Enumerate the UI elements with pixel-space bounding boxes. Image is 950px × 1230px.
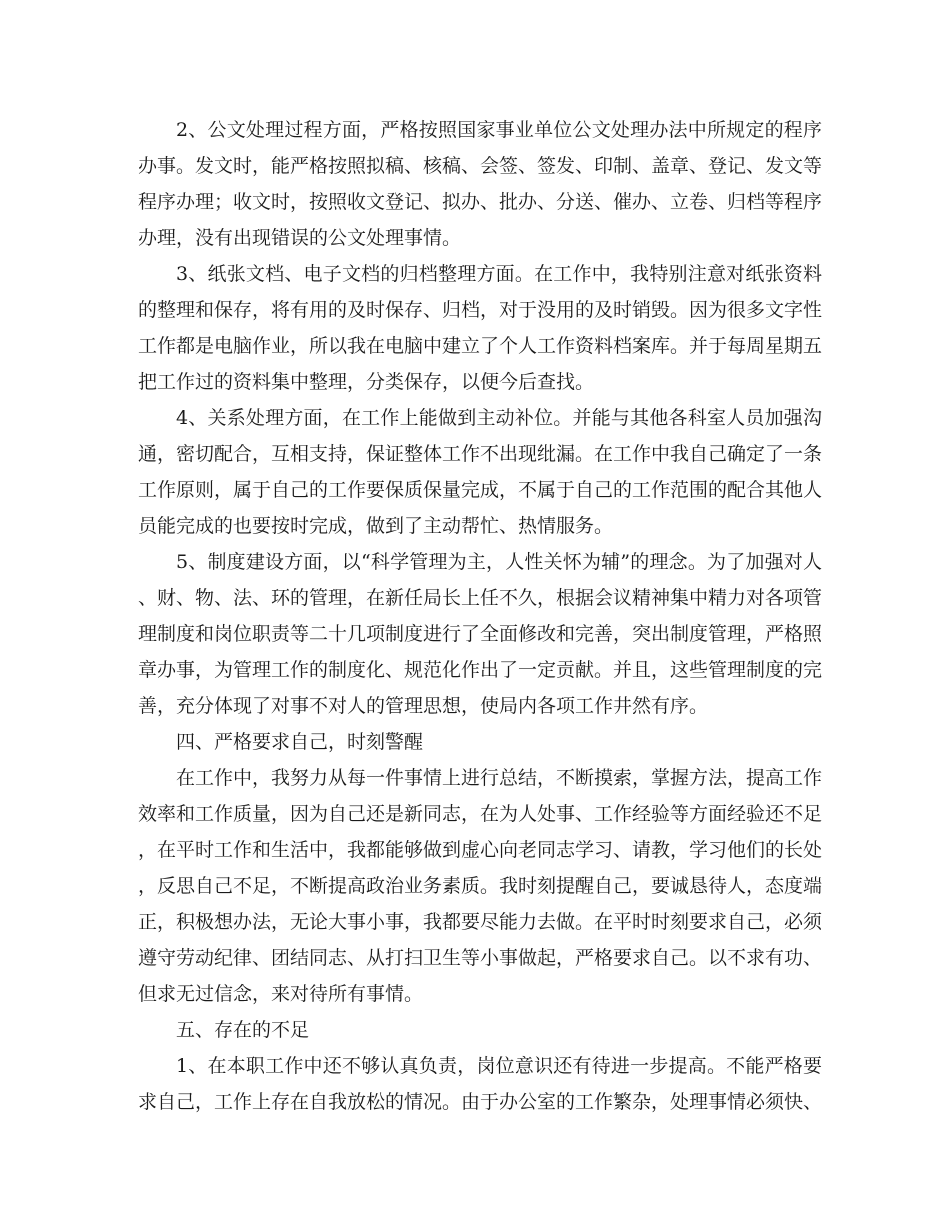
- document-body: [138, 112, 822, 1120]
- paragraph-relations: 4、关系处理方面，在工作上能做到主动补位。并能与其他各科室人员加强沟通，密切配合，互相支持，保证整体工作不出现纰漏。在工作中我自己确定了一条工作原则，属于自己的工作要保质保量完成，不属于自己的工作范围的配合其他人员能完成的也要按时完成，做到了主动帮忙、热情服务。: [138, 407, 823, 537]
- section-heading-shortcomings: 五、存在的不足: [176, 1019, 310, 1041]
- paragraph-shortcoming-1: 1、在本职工作中还不够认真负责，岗位意识还有待进一步提高。不能严格要求自己，工作上存在自我放松的情况。由于办公室的工作繁杂，处理事情必须快、: [138, 1055, 823, 1113]
- paragraph-system-building: 5、制度建设方面，以“科学管理为主，人性关怀为辅”的理念。为了加强对人、财、物、法、环的管理，在新任局长上任不久，根据会议精神集中精力对各项管理制度和岗位职责等二十几项制度进行了全面修改和完善，突出制度管理，严格照章办事，为管理工作的制度化、规范化作出了一定贡献。并且，这些管理制度的完善，充分体现了对事不对人的管理思想，使局内各项工作井然有序。: [138, 551, 823, 717]
- paragraph-document-processing: 2、公文处理过程方面，严格按照国家事业单位公文处理办法中所规定的程序办事。发文时，能严格按照拟稿、核稿、会签、签发、印制、盖章、登记、发文等程序办理；收文时，按照收文登记、拟办、批办、分送、催办、立卷、归档等程序办理，没有出现错误的公文处理事情。: [138, 119, 823, 249]
- paragraph-self-discipline: 在工作中，我努力从每一件事情上进行总结，不断摸索，掌握方法，提高工作效率和工作质量，因为自己还是新同志，在为人处事、工作经验等方面经验还不足，在平时工作和生活中，我都能够做到虚心向老同志学习、请教，学习他们的长处，反思自己不足，不断提高政治业务素质。我时刻提醒自己，要诚恳待人，态度端正，积极想办法，无论大事小事，我都要尽能力去做。在平时时刻要求自己，必须遵守劳动纪律、团结同志、从打扫卫生等小事做起，严格要求自己。以不求有功、但求无过信念，来对待所有事情。: [138, 767, 823, 1005]
- section-heading-self-discipline: 四、严格要求自己，时刻警醒: [176, 731, 424, 753]
- paragraph-archiving: 3、纸张文档、电子文档的归档整理方面。在工作中，我特别注意对纸张资料的整理和保存，将有用的及时保存、归档，对于没用的及时销毁。因为很多文字性工作都是电脑作业，所以我在电脑中建立了个人工作资料档案库。并于每周星期五把工作过的资料集中整理，分类保存，以便今后查找。: [138, 263, 823, 393]
